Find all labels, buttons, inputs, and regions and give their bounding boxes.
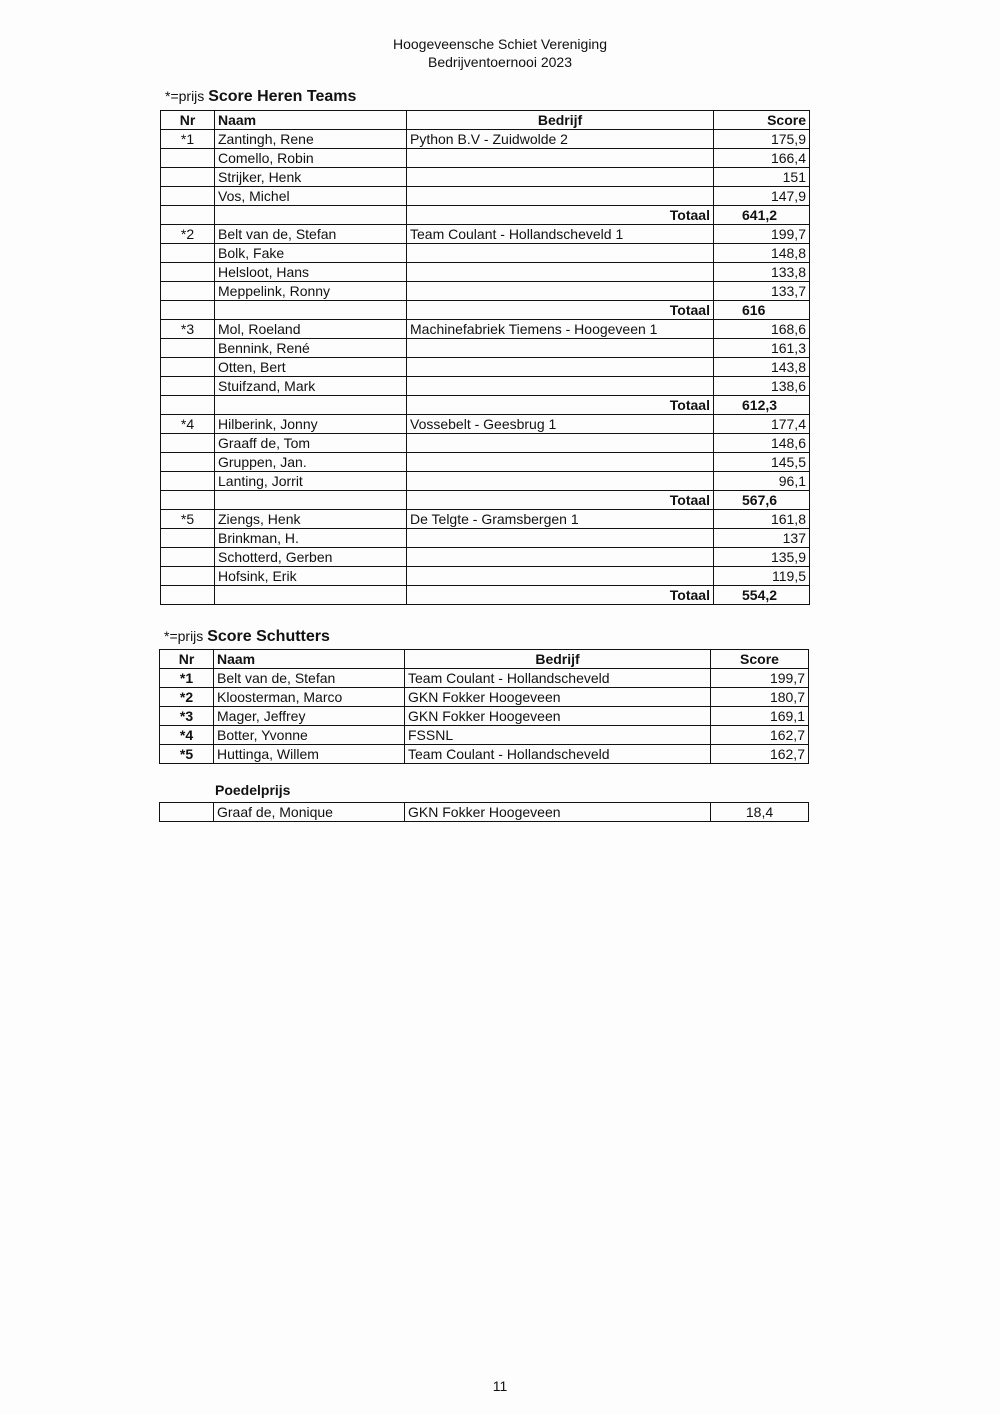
cell-nr [161,529,215,548]
cell-score: 162,7 [711,745,809,764]
team-member-row [161,320,810,339]
cell-bedrijf [407,263,714,282]
header-naam: Naam [215,111,407,130]
cell-score: 145,5 [714,453,810,472]
cell-nr: *2 [161,225,215,244]
cell-score: 180,7 [711,688,809,707]
team-member-row [161,510,810,529]
cell-naam: Belt van de, Stefan [214,669,405,688]
cell-nr [161,567,215,586]
team-member-row [161,244,810,263]
cell-bedrijf [407,472,714,491]
cell-bedrijf: FSSNL [405,726,711,745]
cell-score: 135,9 [714,548,810,567]
header-naam: Naam [214,650,405,669]
cell-naam: Strijker, Henk [215,168,407,187]
cell-bedrijf: GKN Fokker Hoogeveen [405,707,711,726]
cell-nr [161,301,215,320]
schutters-section-title [164,628,330,646]
cell-naam: Hofsink, Erik [215,567,407,586]
cell-bedrijf [407,168,714,187]
teams-prize-note: *=prijs [165,88,205,104]
cell-score: 177,4 [714,415,810,434]
cell-naam: Ziengs, Henk [215,510,407,529]
cell-score: 175,9 [714,130,810,149]
cell-bedrijf [407,453,714,472]
team-total-score: 554,2 [714,586,810,605]
team-member-row [161,567,810,586]
totaal-label: Totaal [407,301,714,320]
cell-naam: Belt van de, Stefan [215,225,407,244]
cell-naam: Meppelink, Ronny [215,282,407,301]
cell-nr: *3 [160,707,214,726]
page-number: 11 [492,1378,508,1394]
cell-naam [215,586,407,605]
cell-naam [215,491,407,510]
cell-nr [161,548,215,567]
cell-nr [161,282,215,301]
cell-nr: *2 [160,688,214,707]
cell-bedrijf [407,149,714,168]
cell-naam: Bolk, Fake [215,244,407,263]
poedelprijs-table [159,802,809,822]
team-member-row [161,149,810,168]
cell-naam [215,396,407,415]
teams-score-table [160,110,810,605]
cell-naam: Gruppen, Jan. [215,453,407,472]
cell-nr [161,491,215,510]
cell-score: 161,3 [714,339,810,358]
schutter-row [160,745,809,764]
team-member-row [161,529,810,548]
cell-nr [161,377,215,396]
cell-bedrijf [407,244,714,263]
team-total-score: 612,3 [714,396,810,415]
schutters-score-table [159,649,809,764]
header-nr: Nr [161,111,215,130]
cell-score: 138,6 [714,377,810,396]
cell-nr [161,453,215,472]
team-total-score: 567,6 [714,491,810,510]
totaal-label: Totaal [407,491,714,510]
club-name: Hoogeveensche Schiet Vereniging [392,36,608,52]
team-total-row [161,206,810,225]
cell-nr [161,187,215,206]
cell-score: 199,7 [711,669,809,688]
cell-nr [161,168,215,187]
cell-score: 147,9 [714,187,810,206]
team-member-row [161,225,810,244]
schutters-title: Score Schutters [207,628,330,645]
team-total-row [161,586,810,605]
cell-naam: Helsloot, Hans [215,263,407,282]
team-total-score: 616 [714,301,810,320]
cell-naam: Otten, Bert [215,358,407,377]
team-member-row [161,282,810,301]
cell-nr [161,263,215,282]
tournament-name: Bedrijventoernooi 2023 [428,54,572,70]
cell-naam: Huttinga, Willem [214,745,405,764]
cell-bedrijf: Team Coulant - Hollandscheveld [405,745,711,764]
schutters-table-body [160,669,809,764]
team-member-row [161,130,810,149]
cell-nr [161,339,215,358]
cell-bedrijf [407,358,714,377]
header-score: Score [714,111,810,130]
team-member-row [161,453,810,472]
cell-score: 133,8 [714,263,810,282]
cell-nr [161,244,215,263]
cell-naam: Graaff de, Tom [215,434,407,453]
cell-naam: Vos, Michel [215,187,407,206]
team-member-row [161,263,810,282]
team-member-row [161,434,810,453]
teams-title: Score Heren Teams [208,88,357,105]
cell-naam: Brinkman, H. [215,529,407,548]
cell-score: 161,8 [714,510,810,529]
cell-bedrijf [407,529,714,548]
cell-score: 169,1 [711,707,809,726]
cell-nr: *1 [160,669,214,688]
schutters-prize-note: *=prijs [164,628,204,644]
cell-nr [161,149,215,168]
cell-score: 148,6 [714,434,810,453]
cell-bedrijf: GKN Fokker Hoogeveen [405,803,711,822]
team-member-row [161,339,810,358]
cell-bedrijf [407,567,714,586]
cell-bedrijf [407,434,714,453]
cell-score: 148,8 [714,244,810,263]
schutter-row [160,688,809,707]
poedelprijs-row [160,803,809,822]
document-header [0,35,1000,71]
cell-score: 133,7 [714,282,810,301]
cell-nr: *4 [160,726,214,745]
team-member-row [161,548,810,567]
cell-nr [161,586,215,605]
cell-bedrijf: Machinefabriek Tiemens - Hoogeveen 1 [407,320,714,339]
cell-naam: Graaf de, Monique [214,803,405,822]
cell-nr: *5 [160,745,214,764]
cell-nr: *3 [161,320,215,339]
cell-score: 143,8 [714,358,810,377]
cell-bedrijf [407,377,714,396]
cell-naam: Schotterd, Gerben [215,548,407,567]
teams-section-title [165,88,356,106]
team-total-score: 641,2 [714,206,810,225]
cell-naam [215,206,407,225]
teams-header-row [161,111,810,130]
schutter-row [160,707,809,726]
cell-nr [161,358,215,377]
team-member-row [161,187,810,206]
cell-naam: Botter, Yvonne [214,726,405,745]
cell-nr [161,206,215,225]
teams-table-body [161,130,810,605]
cell-nr: *5 [161,510,215,529]
cell-bedrijf: GKN Fokker Hoogeveen [405,688,711,707]
cell-naam: Bennink, René [215,339,407,358]
schutters-header-row [160,650,809,669]
team-total-row [161,301,810,320]
cell-nr [160,803,214,822]
cell-nr [161,396,215,415]
cell-score: 168,6 [714,320,810,339]
totaal-label: Totaal [407,586,714,605]
cell-naam: Comello, Robin [215,149,407,168]
cell-bedrijf: De Telgte - Gramsbergen 1 [407,510,714,529]
cell-score: 119,5 [714,567,810,586]
team-member-row [161,415,810,434]
totaal-label: Totaal [407,396,714,415]
schutter-row [160,669,809,688]
team-member-row [161,377,810,396]
cell-score: 96,1 [714,472,810,491]
team-member-row [161,358,810,377]
header-bedrijf: Bedrijf [405,650,711,669]
team-member-row [161,168,810,187]
team-total-row [161,396,810,415]
team-member-row [161,472,810,491]
cell-score: 166,4 [714,149,810,168]
cell-score: 199,7 [714,225,810,244]
schutter-row [160,726,809,745]
cell-bedrijf: Vossebelt - Geesbrug 1 [407,415,714,434]
cell-bedrijf: Python B.V - Zuidwolde 2 [407,130,714,149]
cell-nr [161,472,215,491]
cell-bedrijf: Team Coulant - Hollandscheveld [405,669,711,688]
cell-nr: *4 [161,415,215,434]
poedelprijs-title: Poedelprijs [215,782,291,798]
totaal-label: Totaal [407,206,714,225]
cell-naam: Kloosterman, Marco [214,688,405,707]
header-nr: Nr [160,650,214,669]
team-total-row [161,491,810,510]
cell-bedrijf [407,282,714,301]
cell-bedrijf [407,187,714,206]
cell-nr [161,434,215,453]
cell-naam: Lanting, Jorrit [215,472,407,491]
cell-naam: Mol, Roeland [215,320,407,339]
header-bedrijf: Bedrijf [407,111,714,130]
header-score: Score [711,650,809,669]
cell-bedrijf: Team Coulant - Hollandscheveld 1 [407,225,714,244]
cell-score: 18,4 [711,803,809,822]
cell-naam [215,301,407,320]
cell-naam: Mager, Jeffrey [214,707,405,726]
cell-score: 137 [714,529,810,548]
cell-naam: Hilberink, Jonny [215,415,407,434]
cell-naam: Zantingh, Rene [215,130,407,149]
cell-score: 151 [714,168,810,187]
cell-nr: *1 [161,130,215,149]
cell-bedrijf [407,548,714,567]
cell-bedrijf [407,339,714,358]
cell-score: 162,7 [711,726,809,745]
cell-naam: Stuifzand, Mark [215,377,407,396]
